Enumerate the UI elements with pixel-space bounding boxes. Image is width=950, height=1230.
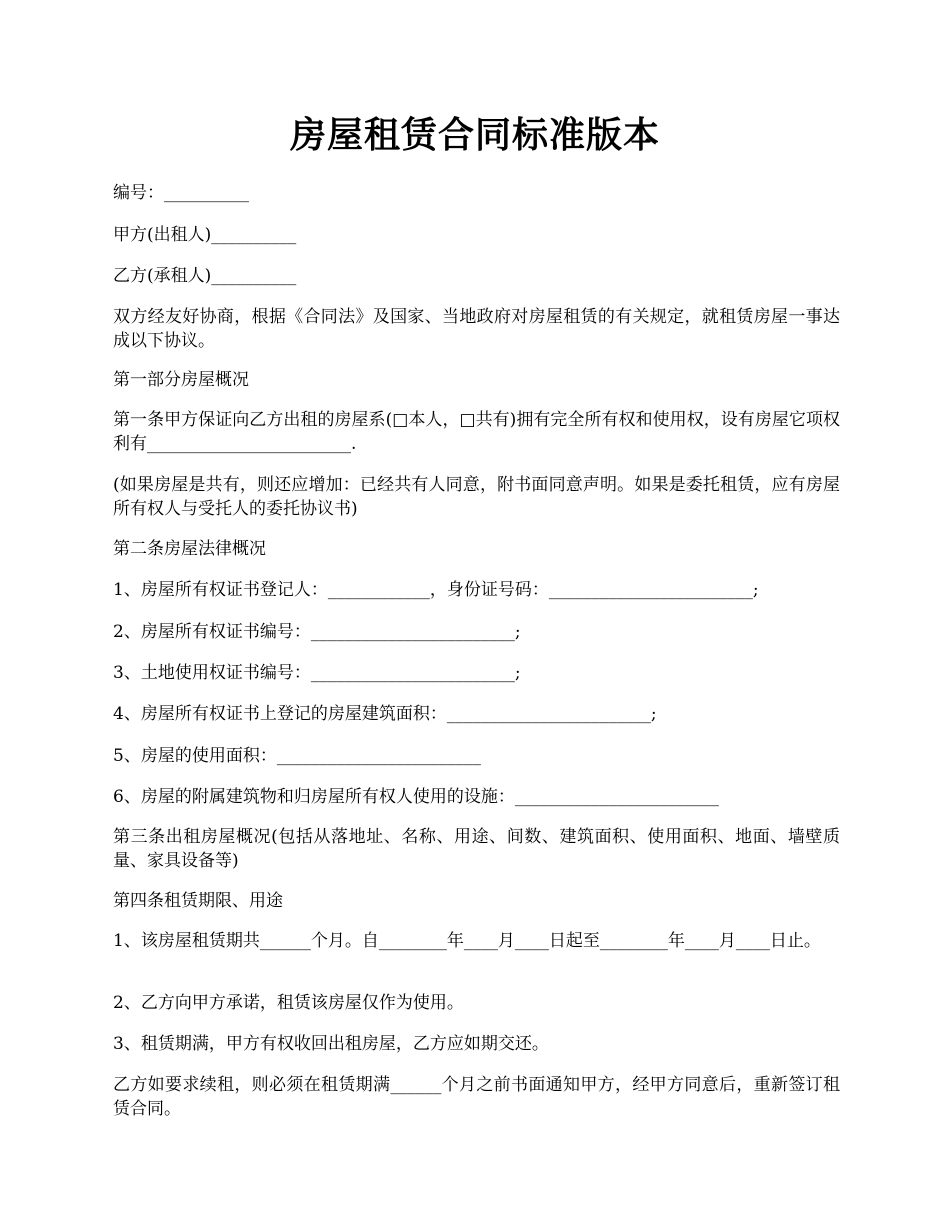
article-one-paragraph: 第一条甲方保证向乙方出租的房屋系(□本人，□共有)拥有完全所有权和使用权，设有房屋它项权利有________________________. <box>113 410 840 454</box>
renewal-paragraph: 乙方如要求续租，则必须在租赁期满______个月之前书面通知甲方，经甲方同意后，重新签订租赁合同。 <box>113 1075 840 1119</box>
section-heading-part-one: 第一部分房屋概况 <box>113 370 249 390</box>
clause-lease-purpose: 2、乙方向甲方承诺，租赁该房屋仅作为使用。 <box>113 993 464 1013</box>
clause-owner-registrant: 1、房屋所有权证书登记人：____________，身份证号码：________________________; <box>113 580 759 600</box>
preamble-paragraph: 双方经友好协商，根据《合同法》及国家、当地政府对房屋租赁的有关规定，就租赁房屋一事达成以下协议。 <box>113 307 840 351</box>
article-four-heading: 第四条租赁期限、用途 <box>113 891 283 911</box>
party-a-line: 甲方(出租人)__________ <box>113 225 297 245</box>
clause-lease-expiry: 3、租赁期满，甲方有权收回出租房屋，乙方应如期交还。 <box>113 1034 549 1054</box>
clause-ancillary-facilities: 6、房屋的附属建筑物和归房屋所有权人使用的设施：________________________ <box>113 787 719 807</box>
clause-usable-area: 5、房屋的使用面积：________________________ <box>113 746 481 766</box>
co-ownership-note: (如果房屋是共有，则还应增加：已经共有人同意，附书面同意声明。如果是委托租赁，应有房屋所有权人与受托人的委托协议书) <box>113 475 840 519</box>
article-two-heading: 第二条房屋法律概况 <box>113 539 266 559</box>
article-three-paragraph: 第三条出租房屋概况(包括从落地址、名称、用途、间数、建筑面积、使用面积、地面、墙壁质量、家具设备等) <box>113 827 840 871</box>
party-b-line: 乙方(承租人)__________ <box>113 266 297 286</box>
clause-land-certificate: 3、土地使用权证书编号：________________________; <box>113 663 521 683</box>
document-title: 房屋租赁合同标准版本 <box>289 114 660 156</box>
contract-number-line: 编号：__________ <box>113 183 249 203</box>
clause-certificate-number: 2、房屋所有权证书编号：________________________; <box>113 622 521 642</box>
clause-lease-term: 1、该房屋租赁期共______个月。自________年____月____日起至________年____月____日止。 <box>113 931 821 951</box>
clause-building-area: 4、房屋所有权证书上登记的房屋建筑面积：________________________; <box>113 704 657 724</box>
